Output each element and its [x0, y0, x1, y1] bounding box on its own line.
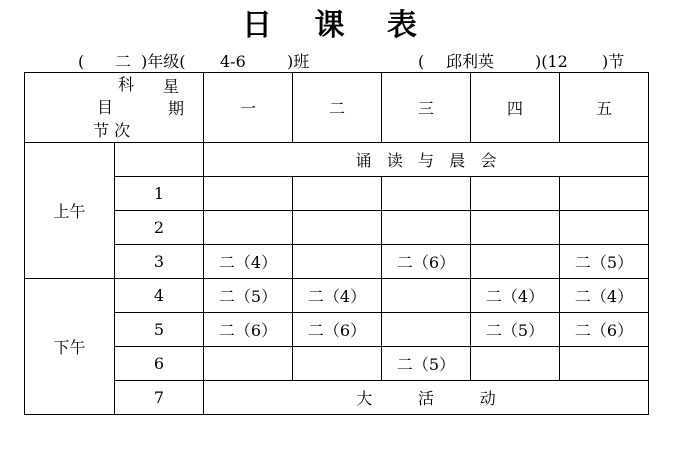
table-row [25, 347, 649, 381]
schedule-cell [382, 211, 471, 245]
table-row [25, 313, 649, 347]
table-row [25, 245, 649, 279]
subtitle-grade-text: )年级( [141, 52, 186, 71]
page-title: 日 课 表 [242, 8, 433, 43]
corner-qi: 期 [168, 99, 185, 118]
period-number: 2 [115, 211, 204, 245]
schedule-cell: 二（5） [204, 279, 293, 313]
schedule-cell: 二（6） [204, 313, 293, 347]
reading-row [25, 143, 649, 177]
period-number: 1 [115, 177, 204, 211]
schedule-cell [382, 279, 471, 313]
day-header-mon: 一 [204, 73, 293, 143]
schedule-cell [560, 347, 649, 381]
schedule-cell: 二（6） [560, 313, 649, 347]
schedule-cell: 二（6） [293, 313, 382, 347]
corner-ke: 科 [118, 75, 135, 94]
corner-mu: 目 [97, 98, 114, 117]
day-header-thu: 四 [471, 73, 560, 143]
subtitle-class-text: )班 [287, 52, 310, 71]
schedule-cell [293, 177, 382, 211]
table-row [25, 279, 649, 313]
grade-value: 二 [115, 52, 132, 71]
schedule-cell: 二（4） [204, 245, 293, 279]
schedule-cell: 二（5） [560, 245, 649, 279]
period-number: 5 [115, 313, 204, 347]
schedule-cell: 二（4） [471, 279, 560, 313]
schedule-cell [471, 211, 560, 245]
morning-label: 上午 [25, 143, 115, 279]
activity-row [25, 381, 649, 415]
schedule-cell [293, 211, 382, 245]
schedule-cell: 二（5） [471, 313, 560, 347]
schedule-cell: 二（5） [382, 347, 471, 381]
subtitle-periods-text: )(12 [535, 52, 568, 71]
corner-jieci: 节 次 [93, 121, 131, 140]
class-value: 4-6 [220, 52, 246, 71]
day-header-wed: 三 [382, 73, 471, 143]
day-header-fri: 五 [560, 73, 649, 143]
schedule-cell [471, 245, 560, 279]
period-number: 4 [115, 279, 204, 313]
activity-cell: 大 活 动 [204, 381, 649, 415]
schedule-cell [560, 211, 649, 245]
schedule-cell: 二（6） [382, 245, 471, 279]
corner-cell [25, 73, 204, 143]
header-row [25, 73, 649, 143]
teacher-name: 邱利英 [446, 52, 495, 71]
schedule-cell: 二（4） [293, 279, 382, 313]
schedule-cell [382, 313, 471, 347]
schedule-cell [293, 245, 382, 279]
corner-xing: 星 [163, 77, 180, 96]
table-row [25, 211, 649, 245]
reading-cell: 诵 读 与 晨 会 [204, 143, 649, 177]
schedule-cell [471, 347, 560, 381]
schedule-cell [204, 347, 293, 381]
afternoon-label: 下午 [25, 279, 115, 415]
schedule-cell [293, 347, 382, 381]
subtitle-line [0, 52, 675, 72]
subtitle-paren-open-2: ( [418, 52, 425, 71]
reading-period-cell [115, 143, 204, 177]
schedule-cell [204, 177, 293, 211]
schedule-cell [204, 211, 293, 245]
schedule-cell [560, 177, 649, 211]
subtitle-periods-suffix: )节 [602, 52, 625, 71]
day-header-tue: 二 [293, 73, 382, 143]
period-number: 7 [115, 381, 204, 415]
schedule-cell [382, 177, 471, 211]
subtitle-paren-open: ( [78, 52, 85, 71]
schedule-cell [471, 177, 560, 211]
schedule-cell: 二（4） [560, 279, 649, 313]
period-number: 3 [115, 245, 204, 279]
period-number: 6 [115, 347, 204, 381]
table-row [25, 177, 649, 211]
schedule-table [24, 72, 649, 415]
